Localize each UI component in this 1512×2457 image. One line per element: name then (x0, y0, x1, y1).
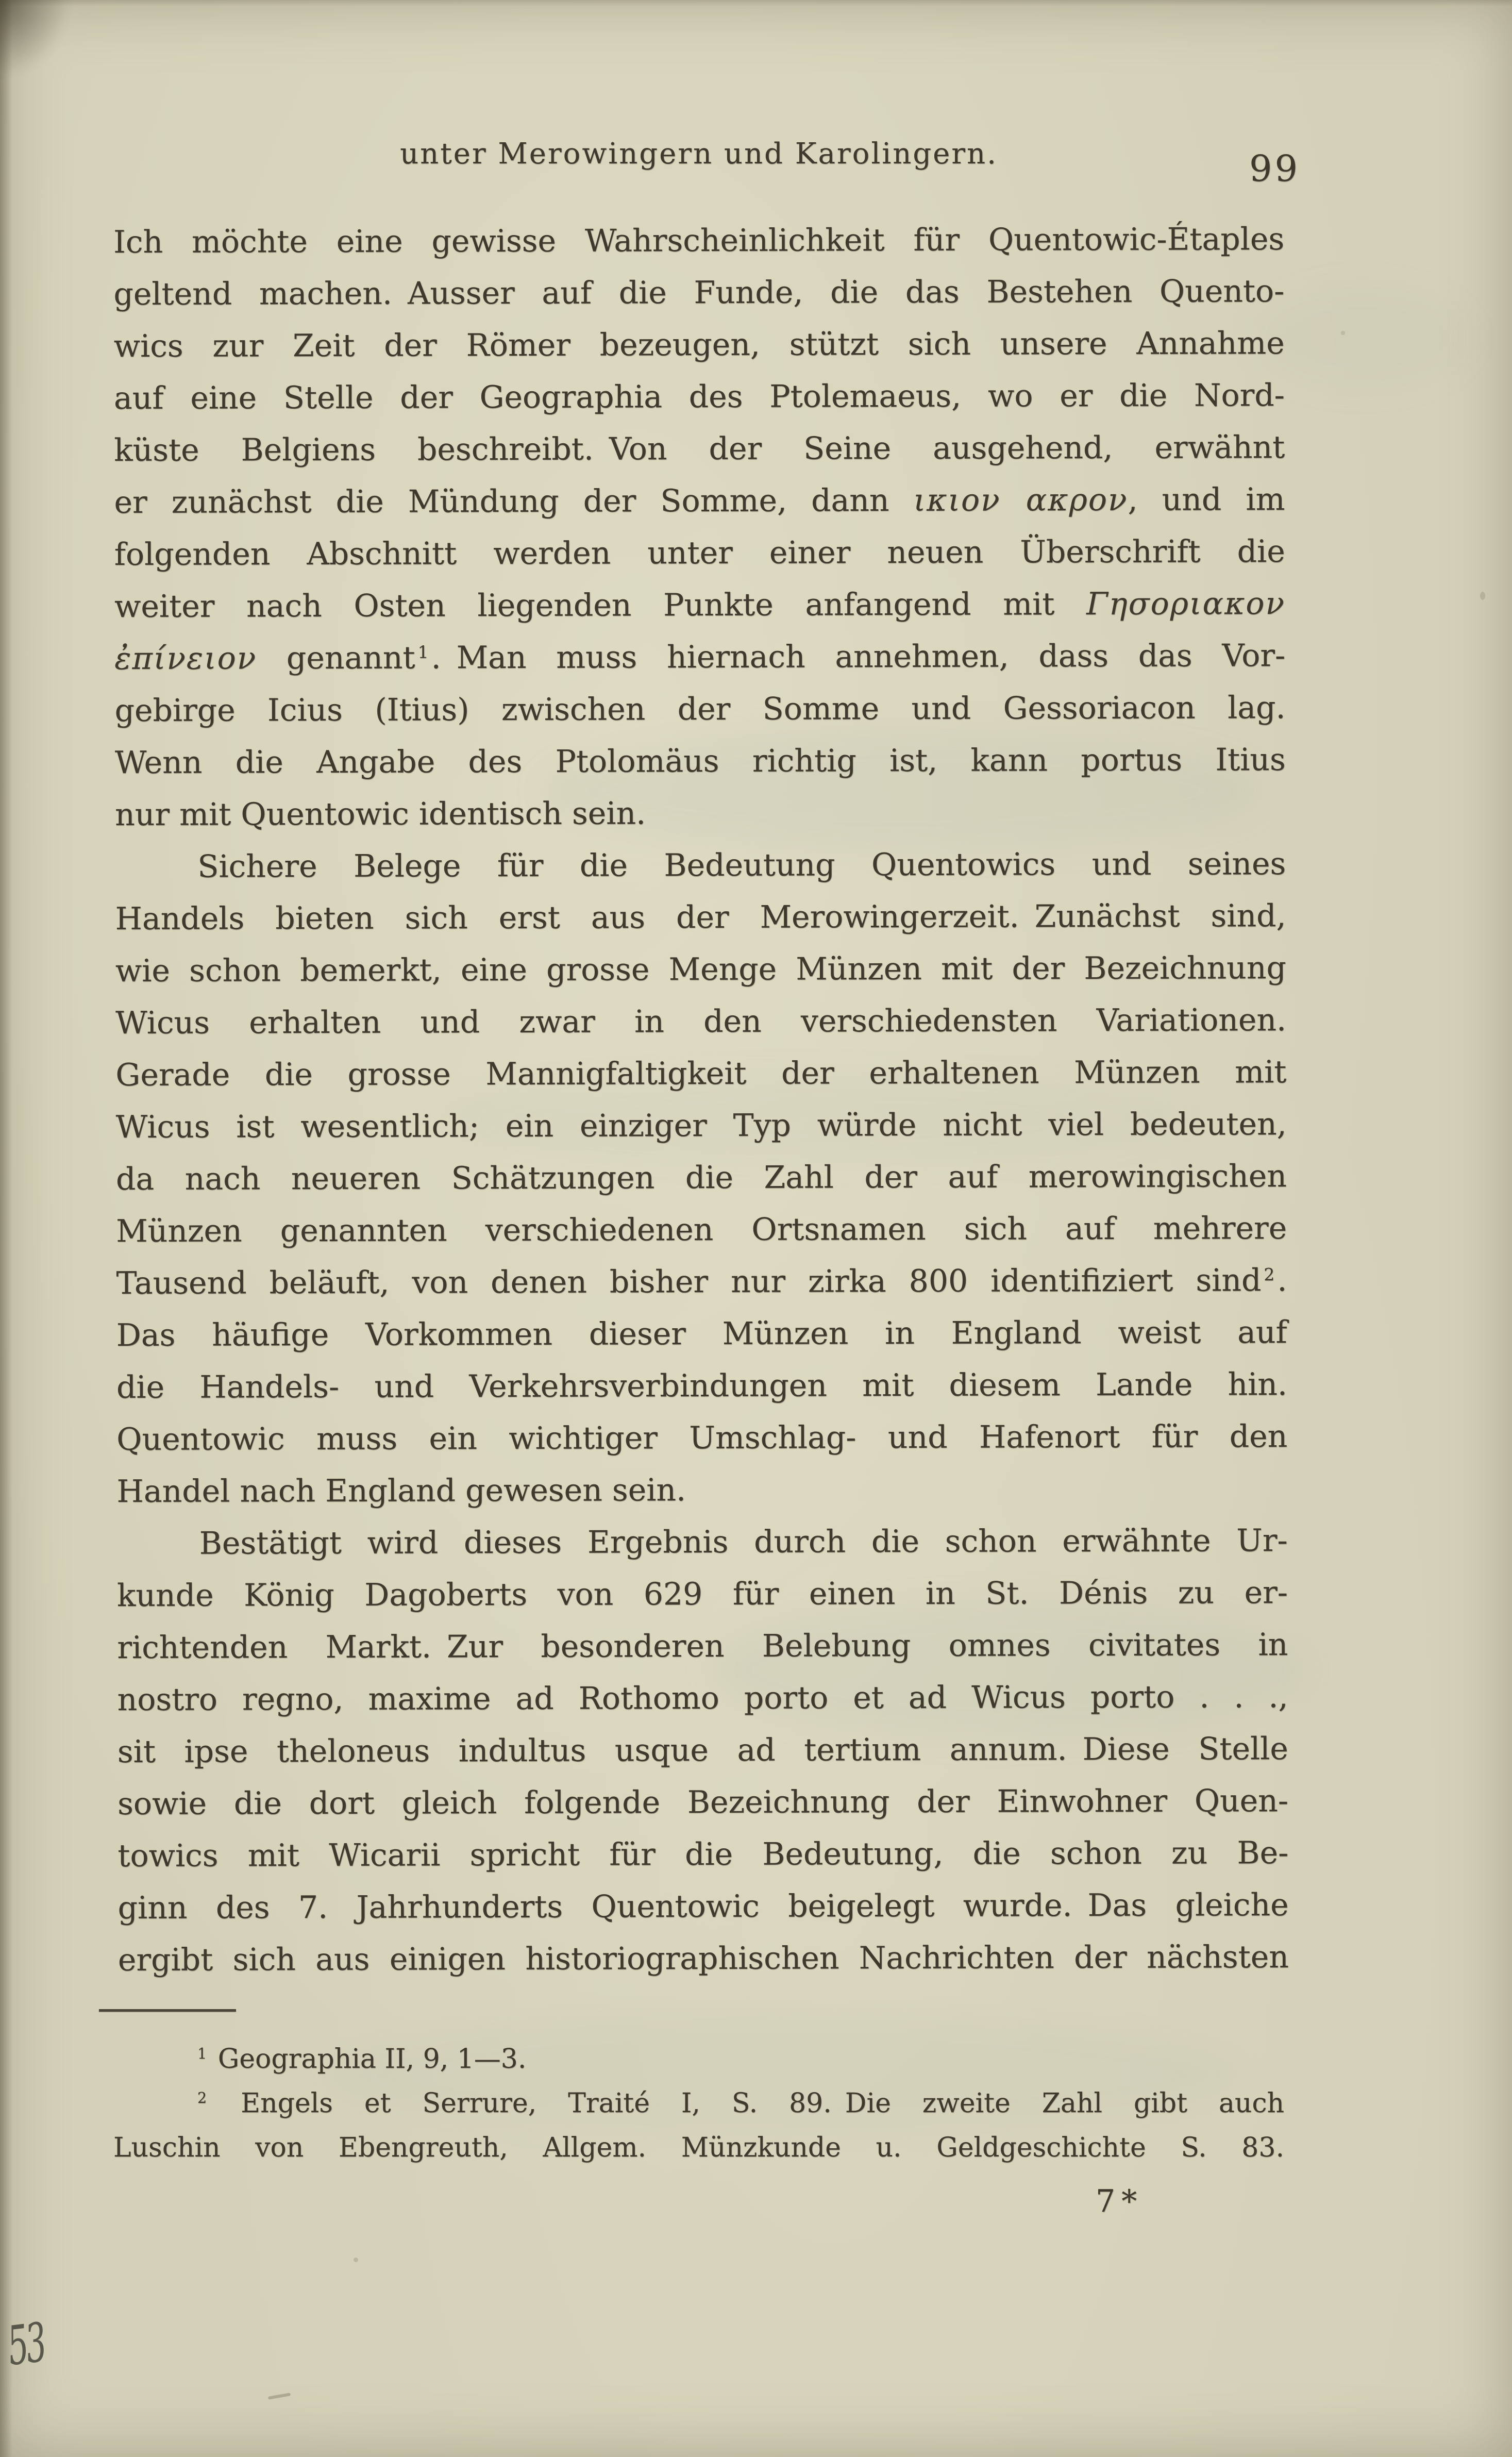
body-text (113, 213, 1289, 1986)
text-segment: Handels bieten sich erst aus der Merowingerzeit. Zunächst sind, (115, 898, 1286, 937)
text-segment: genannt (257, 640, 415, 677)
text-segment: geltend machen. Ausser auf die Funde, die das Bestehen Quento- (113, 273, 1285, 312)
text-segment: sowie die dort gleich folgende Bezeichnung der Einwohner Quen- (117, 1783, 1289, 1822)
text-segment: Ich möchte eine gewisse Wahrscheinlichkeit für Quentowic-Étaples (113, 221, 1285, 260)
text-line (115, 734, 1286, 789)
text-line (115, 890, 1286, 945)
greek-term: ικιον ακρον (913, 481, 1128, 519)
text-segment: . Man muss hiernach annehmen, dass das Vor- (431, 638, 1286, 676)
text-segment: küste Belgiens beschreibt. Von der Seine ausgehend, erwähnt (114, 429, 1285, 469)
text-segment: wics zur Zeit der Römer bezeugen, stützt sich unsere Annahme (113, 325, 1285, 364)
text-segment: weiter nach Osten liegenden Punkte anfangend mit (114, 586, 1087, 625)
text-segment: Wicus erhalten und zwar in den verschiedensten Variationen. (115, 1002, 1287, 1041)
paper-speck (1480, 592, 1485, 600)
text-segment: Geographia II, 9, 1—3. (209, 2044, 527, 2075)
text-segment: Tausend beläuft, von denen bisher nur zirka 800 identifiziert sind (116, 1262, 1262, 1301)
paper-speck (268, 2393, 291, 2400)
text-line (115, 1098, 1286, 1154)
text-line (118, 1931, 1289, 1986)
text-line (116, 1359, 1287, 1414)
footnote-reference: 1 (417, 641, 429, 662)
text-segment: er zunächst die Mündung der Somme, dann (114, 482, 914, 521)
text-segment: nur mit Quentowic identisch sein. (114, 795, 646, 833)
text-line (117, 1827, 1288, 1882)
text-segment: ginn des 7. Jahrhunderts Quentowic beigelegt wurde. Das gleiche (117, 1887, 1289, 1926)
footnote-reference: 1 (197, 2045, 207, 2063)
text-line (114, 370, 1285, 425)
text-line (117, 1619, 1288, 1674)
text-segment: Das häufige Vorkommen dieser Münzen in England weist auf (116, 1314, 1287, 1353)
text-line (117, 1515, 1288, 1570)
text-line (116, 1463, 1287, 1518)
text-segment: . (1277, 1262, 1287, 1299)
text-segment: Handel nach England gewesen sein. (116, 1472, 686, 1510)
text-line (117, 1775, 1288, 1830)
running-title: unter Merowingern und Karolingern. (400, 137, 998, 171)
greek-term: ἐπίνειον (114, 640, 257, 677)
text-segment: Luschin von Ebengreuth, Allgem. Münzkunde u. Geldgeschichte S. 83. (113, 2132, 1284, 2163)
footnote-reference: 2 (197, 2089, 207, 2107)
footnote-reference: 2 (1264, 1264, 1275, 1284)
text-line (114, 630, 1285, 685)
footnote-line (113, 2081, 1284, 2126)
text-line (114, 474, 1285, 529)
text-line (115, 838, 1286, 893)
text-segment: auf eine Stelle der Geographia des Ptolemaeus, wo er die Nord- (113, 377, 1285, 416)
text-segment: nostro regno, maxime ad Rothomo porto et ad Wicus porto . . ., (117, 1679, 1288, 1718)
signature-mark: 7* (1096, 2183, 1144, 2219)
text-line (116, 1411, 1287, 1466)
text-segment: Münzen genannten verschiedenen Ortsnamen sich auf mehrere (116, 1210, 1287, 1249)
text-line (116, 1255, 1287, 1310)
text-line (116, 1202, 1287, 1258)
text-line (114, 578, 1285, 633)
text-segment: , und im (1128, 481, 1285, 518)
text-segment: Sichere Belege für die Bedeutung Quentowics und seines (197, 846, 1286, 885)
text-segment: Wenn die Angabe des Ptolomäus richtig ist, kann portus Itius (114, 742, 1286, 781)
text-line (113, 213, 1284, 269)
text-segment: folgenden Abschnitt werden unter einer neuen Überschrift die (114, 533, 1285, 573)
text-segment: wie schon bemerkt, eine grosse Menge Münzen mit der Bezeichnung (115, 950, 1286, 989)
text-segment: Quentowic muss ein wichtiger Umschlag- und Hafenort für den (116, 1418, 1288, 1458)
text-line (115, 994, 1286, 1049)
text-segment: towics mit Wicarii spricht für die Bedeutung, die schon zu Be- (117, 1835, 1289, 1874)
ink-bleedthrough (1252, 283, 1474, 392)
text-line (114, 317, 1285, 373)
text-segment: da nach neueren Schätzungen die Zahl der auf merowingischen (115, 1158, 1287, 1197)
text-segment: Engels et Serrure, Traité I, S. 89. Die zweite Zahl gibt auch (209, 2088, 1284, 2119)
text-segment: ergibt sich aus einigen historiographischen Nachrichten der nächsten (117, 1939, 1289, 1978)
text-segment: kunde König Dagoberts von 629 für einen in St. Dénis zu er- (116, 1575, 1288, 1614)
text-line (115, 786, 1286, 841)
paper-speck (1341, 331, 1345, 335)
text-segment: gebirge Icius (Itius) zwischen der Somme und Gessoriacon lag. (114, 690, 1286, 729)
text-line (113, 265, 1284, 321)
text-segment: richtenden Markt. Zur besonderen Belebung omnes civitates in (117, 1627, 1288, 1666)
text-line (115, 942, 1286, 997)
text-line (117, 1671, 1288, 1726)
paper-speck (354, 2258, 358, 2262)
text-segment: sit ipse theloneus indultus usque ad tertium annum. Diese Stelle (117, 1731, 1288, 1770)
text-line (117, 1879, 1288, 1934)
text-line (114, 682, 1285, 737)
footnote-line (113, 2126, 1284, 2170)
text-line (117, 1567, 1288, 1622)
text-segment: Bestätigt wird dieses Ergebnis durch die schon erwähnte Ur- (199, 1523, 1288, 1562)
text-line (117, 1723, 1288, 1778)
text-segment: Gerade die grosse Mannigfaltigkeit der erhaltenen Münzen mit (115, 1054, 1287, 1093)
text-line (115, 1046, 1286, 1101)
text-segment: die Handels- und Verkehrsverbindungen mit diesem Lande hin. (116, 1366, 1288, 1406)
handwritten-page-note: 53 (4, 2311, 48, 2378)
text-line (116, 1307, 1287, 1362)
footnotes (113, 2037, 1284, 2170)
text-line (114, 526, 1285, 581)
footnote-line (113, 2037, 1284, 2081)
footnote-separator (99, 2009, 236, 2012)
greek-term: Γησοριακον (1086, 586, 1286, 623)
page-number: 99 (1249, 147, 1301, 190)
scan-corner-shadow (0, 0, 70, 77)
text-segment: Wicus ist wesentlich; ein einziger Typ würde nicht viel bedeuten, (115, 1106, 1287, 1145)
text-line (116, 1150, 1287, 1206)
text-line (114, 422, 1285, 477)
